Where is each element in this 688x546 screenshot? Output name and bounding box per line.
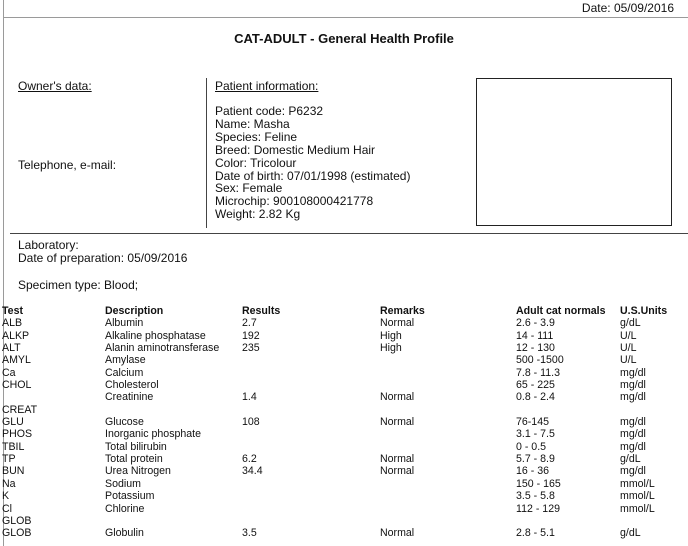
header-test: Test (2, 305, 23, 317)
cell-unit: mg/dl (620, 416, 646, 429)
cell-unit: mg/dl (620, 440, 646, 453)
table-row (0, 465, 688, 477)
cell-remark: High (380, 329, 402, 342)
table-row (0, 416, 688, 428)
table-row (0, 490, 688, 502)
patient-species: Species: Feline (215, 129, 298, 144)
cell-normal-range: 3.5 - 5.8 (516, 490, 555, 503)
cell-test: TBIL (2, 440, 25, 453)
report-title: CAT-ADULT - General Health Profile (234, 31, 454, 46)
table-row (0, 428, 688, 440)
table-row (0, 503, 688, 515)
cell-description: Globulin (105, 527, 144, 540)
cell-remark: Normal (380, 317, 415, 330)
cell-description: Alanin aminotransferase (105, 342, 220, 355)
patient-code: Patient code: P6232 (215, 104, 324, 118)
cell-remark: Normal (380, 391, 415, 404)
cell-unit: mmol/L (620, 502, 655, 515)
cell-unit: mmol/L (620, 477, 655, 490)
table-body (0, 317, 688, 539)
patient-breed: Breed: Domestic Medium Hair (215, 142, 376, 157)
cell-test: BUN (2, 465, 25, 478)
header-description: Description (105, 305, 164, 317)
patient-sex: Sex: Female (215, 181, 283, 196)
header-remarks: Remarks (380, 305, 425, 317)
cell-test: PHOS (2, 428, 33, 441)
cell-test: ALB (2, 317, 23, 330)
cell-test: Na (2, 477, 16, 490)
cell-unit: U/L (620, 342, 637, 355)
cell-test: ALKP (2, 329, 30, 342)
cell-unit: U/L (620, 354, 637, 367)
cell-normal-range: 5.7 - 8.9 (516, 453, 555, 466)
cell-normal-range: 0 - 0.5 (516, 440, 547, 453)
cell-description: Total bilirubin (105, 440, 167, 453)
report-date: Date: 05/09/2016 (581, 1, 674, 15)
table-row (0, 478, 688, 490)
cell-unit: mg/dl (620, 465, 646, 478)
cell-normal-range: 0.8 - 2.4 (516, 391, 555, 404)
table-row (0, 317, 688, 329)
cell-unit: g/dL (620, 527, 641, 540)
patient-color: Color: Tricolour (215, 155, 297, 170)
cell-result: 1.4 (242, 391, 257, 404)
cell-result: 192 (242, 329, 260, 342)
laboratory-label: Laboratory: (18, 238, 79, 252)
cell-description: Chlorine (105, 502, 145, 515)
cell-normal-range: 150 - 165 (516, 477, 561, 490)
owner-data-heading: Owner's data: (18, 79, 92, 93)
cell-normal-range: 16 - 36 (516, 465, 549, 478)
table-row (0, 515, 688, 527)
table-row (0, 391, 688, 403)
cell-description: Creatinine (105, 391, 154, 404)
patient-details (215, 105, 410, 221)
table-row (0, 330, 688, 342)
cell-result: 3.5 (242, 527, 257, 540)
cell-unit: g/dL (620, 317, 641, 330)
cell-unit: U/L (620, 329, 637, 342)
cell-remark: Normal (380, 527, 415, 540)
cell-unit: mmol/L (620, 490, 655, 503)
table-row (0, 379, 688, 391)
cell-normal-range: 500 -1500 (516, 354, 564, 367)
table-header-row (0, 305, 688, 317)
cell-unit: mg/dl (620, 428, 646, 441)
cell-normal-range: 7.8 - 11.3 (516, 366, 560, 379)
patient-weight: Weight: 2.82 Kg (215, 207, 301, 222)
table-row (0, 453, 688, 465)
cell-unit: mg/dl (620, 391, 646, 404)
table-row (0, 441, 688, 453)
cell-test: TP (2, 453, 16, 466)
cell-remark: Normal (380, 416, 415, 429)
cell-description: Amylase (105, 354, 146, 367)
cell-test: ALT (2, 342, 21, 355)
table-row (0, 342, 688, 354)
patient-microchip: Microchip: 900108000421778 (215, 194, 374, 209)
table-row (0, 354, 688, 366)
cell-description: Calcium (105, 366, 144, 379)
telephone-email-label: Telephone, e-mail: (18, 158, 117, 172)
patient-info-heading: Patient information: (215, 79, 319, 93)
cell-unit: mg/dl (620, 366, 646, 379)
cell-description: Albumin (105, 317, 144, 330)
cell-normal-range: 3.1 - 7.5 (516, 428, 555, 441)
patient-photo-box (476, 78, 672, 226)
header-normals: Adult cat normals (516, 305, 606, 317)
table-row (0, 367, 688, 379)
cell-description: Inorganic phosphate (105, 428, 202, 441)
cell-result: 235 (242, 342, 260, 355)
cell-test: GLOB (2, 527, 32, 540)
cell-normal-range: 65 - 225 (516, 379, 555, 392)
header-units: U.S.Units (620, 305, 668, 317)
cell-test: Cl (2, 502, 13, 515)
cell-result: 34.4 (242, 465, 263, 478)
cell-description: Potassium (105, 490, 155, 503)
cell-description: Alkaline phosphatase (105, 329, 206, 342)
section-divider (10, 233, 688, 234)
header-results: Results (242, 305, 281, 317)
table-row (0, 404, 688, 416)
cell-description: Cholesterol (105, 379, 159, 392)
results-table (0, 305, 688, 540)
cell-test: K (2, 490, 10, 503)
cell-test: GLOB (2, 514, 32, 527)
owner-patient-divider (206, 78, 207, 228)
cell-test: CREAT (2, 403, 38, 416)
cell-description: Glucose (105, 416, 144, 429)
cell-normal-range: 2.8 - 5.1 (516, 527, 555, 540)
cell-normal-range: 12 - 130 (516, 342, 555, 355)
cell-description: Urea Nitrogen (105, 465, 171, 478)
cell-unit: g/dL (620, 453, 641, 466)
specimen-type: Specimen type: Blood; (18, 278, 139, 292)
cell-result: 108 (242, 416, 260, 429)
cell-remark: Normal (380, 453, 415, 466)
cell-test: AMYL (2, 354, 31, 367)
header-divider (3, 17, 688, 18)
cell-remark: Normal (380, 465, 415, 478)
cell-test: GLU (2, 416, 24, 429)
preparation-date: Date of preparation: 05/09/2016 (18, 251, 188, 265)
patient-name: Name: Masha (215, 116, 290, 131)
lab-info (18, 239, 187, 265)
cell-result: 6.2 (242, 453, 257, 466)
cell-normal-range: 14 - 111 (516, 329, 554, 342)
table-row (0, 527, 688, 539)
patient-dob: Date of birth: 07/01/1998 (estimated) (215, 168, 411, 183)
cell-remark: High (380, 342, 402, 355)
cell-result: 2.7 (242, 317, 257, 330)
cell-normal-range: 112 - 129 (516, 502, 560, 515)
cell-normal-range: 76-145 (516, 416, 549, 429)
cell-description: Sodium (105, 477, 141, 490)
cell-unit: mg/dl (620, 379, 646, 392)
cell-test: CHOL (2, 379, 32, 392)
cell-test: Ca (2, 366, 16, 379)
cell-normal-range: 2.6 - 3.9 (516, 317, 555, 330)
cell-description: Total protein (105, 453, 163, 466)
